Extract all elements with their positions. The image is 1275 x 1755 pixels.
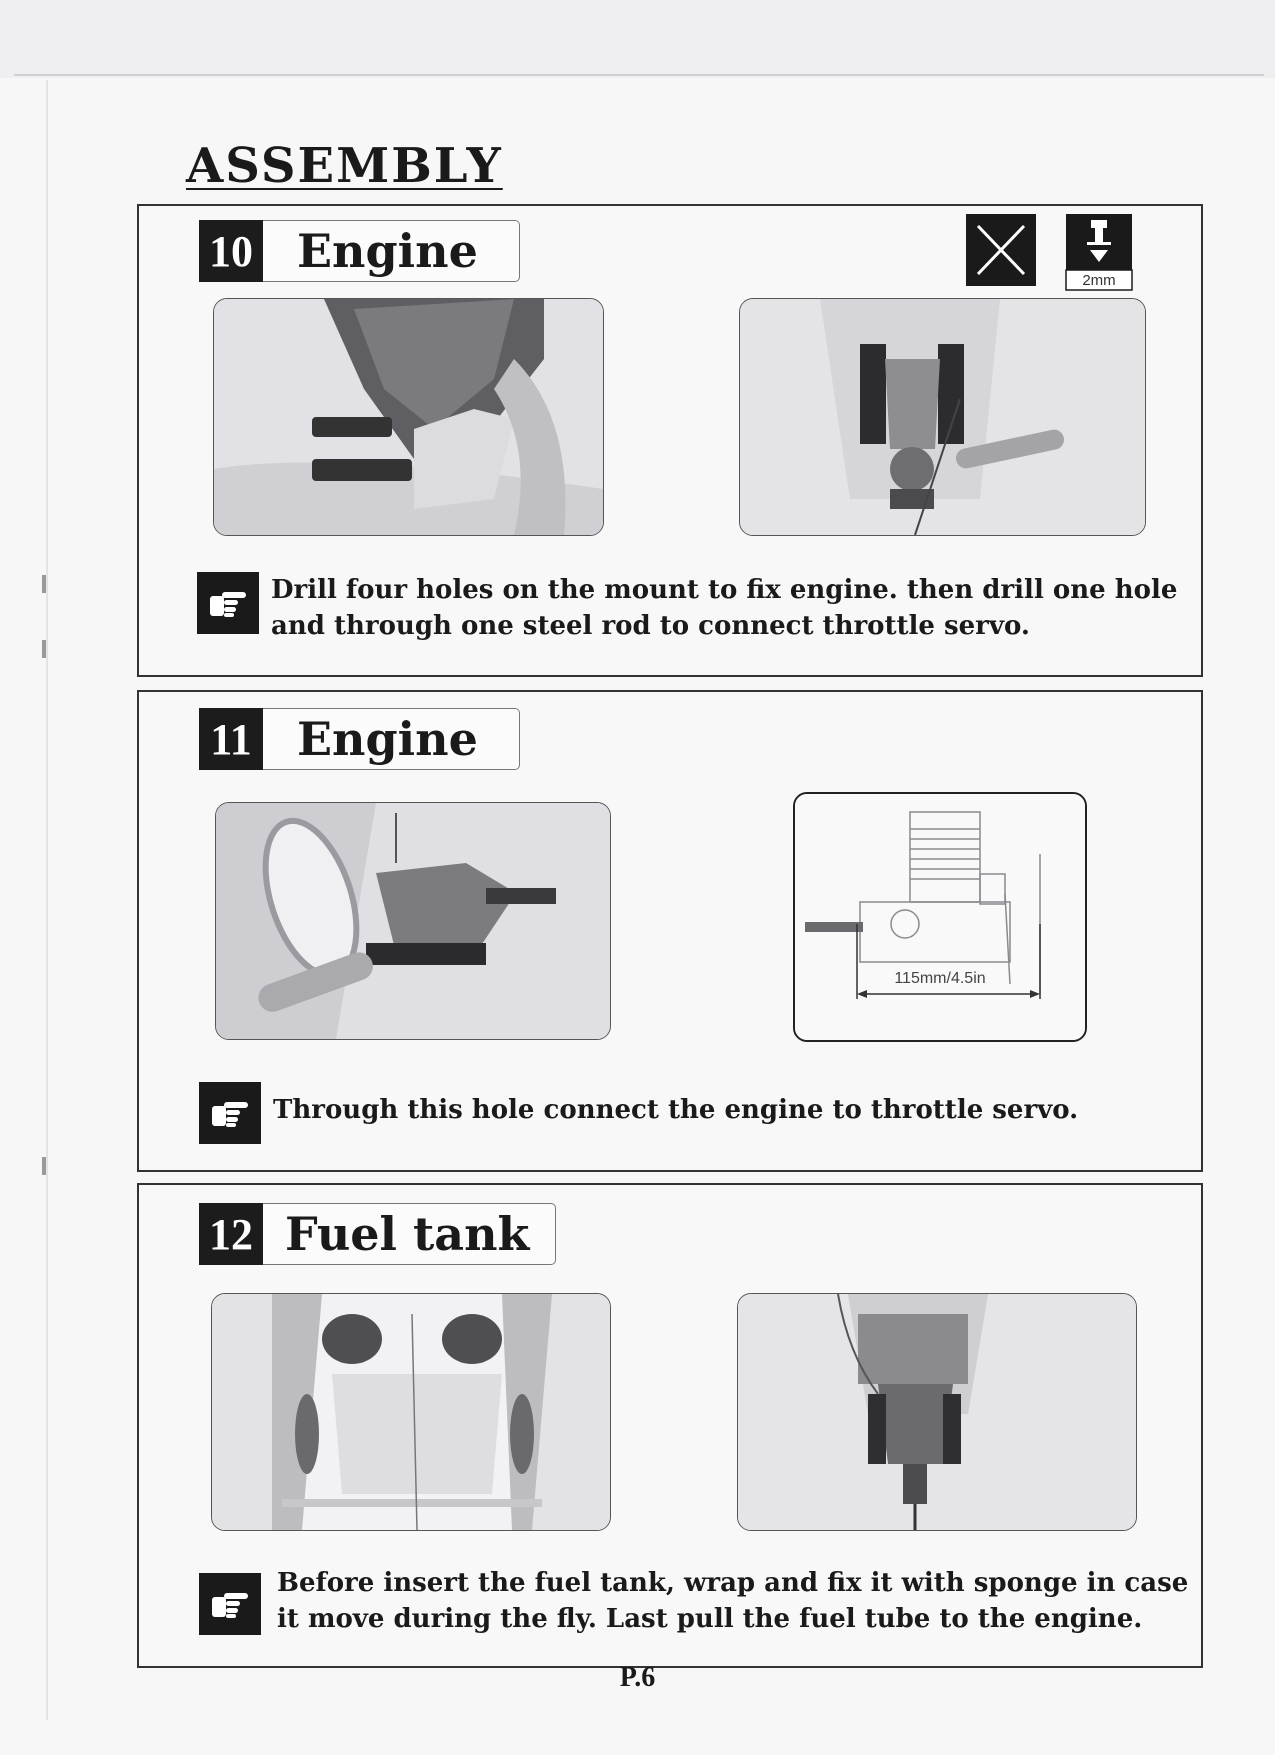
pointing-hand-icon xyxy=(199,1573,261,1635)
step-title: Engine xyxy=(263,708,520,770)
step-header xyxy=(199,708,520,770)
step-header xyxy=(199,1203,556,1265)
page-edge-line xyxy=(14,74,1264,76)
step-title: Fuel tank xyxy=(263,1203,556,1265)
drill-size-label: 2mm xyxy=(1082,271,1116,289)
engine-installed-photo xyxy=(215,802,611,1040)
scan-top-band xyxy=(0,0,1275,78)
pointing-hand-icon xyxy=(197,572,259,634)
binding-edge xyxy=(46,80,48,1720)
step-number: 10 xyxy=(199,220,263,282)
engine-on-mount-photo xyxy=(739,298,1146,536)
step-header xyxy=(199,220,520,282)
page-number: P.6 xyxy=(619,1662,656,1693)
step-10-section xyxy=(137,204,1203,677)
step-title: Engine xyxy=(263,220,520,282)
step-12-note xyxy=(199,1565,1207,1637)
note-text: Drill four holes on the mount to fix engine. then drill one hole and through one steel rod to connect throttle servo. xyxy=(271,575,1178,641)
binding-mark xyxy=(42,1157,46,1175)
fuselage-interior-photo xyxy=(211,1293,611,1531)
step-11-section xyxy=(137,690,1203,1172)
page-title: ASSEMBLY xyxy=(186,138,503,194)
step-12-section xyxy=(137,1183,1203,1668)
step-10-note xyxy=(197,572,1191,644)
engine-firewall-photo xyxy=(737,1293,1137,1531)
binding-mark xyxy=(42,640,46,658)
note-text: Through this hole connect the engine to throttle servo. xyxy=(273,1095,1079,1125)
binding-mark xyxy=(42,575,46,593)
pointing-hand-icon xyxy=(199,1082,261,1144)
step-number: 11 xyxy=(199,708,263,770)
engine-dimension-drawing xyxy=(793,792,1087,1042)
dimension-label: 115mm/4.5in xyxy=(894,970,986,987)
engine-mount-drilling-photo xyxy=(213,298,604,536)
note-text: Before insert the fuel tank, wrap and fix it with sponge in case it move during the fly. Last pull the fuel tube to the engine. xyxy=(277,1568,1189,1634)
drill-icon xyxy=(1062,214,1136,292)
cut-icon xyxy=(966,214,1036,286)
step-11-note xyxy=(199,1082,1173,1144)
step-number: 12 xyxy=(199,1203,263,1265)
